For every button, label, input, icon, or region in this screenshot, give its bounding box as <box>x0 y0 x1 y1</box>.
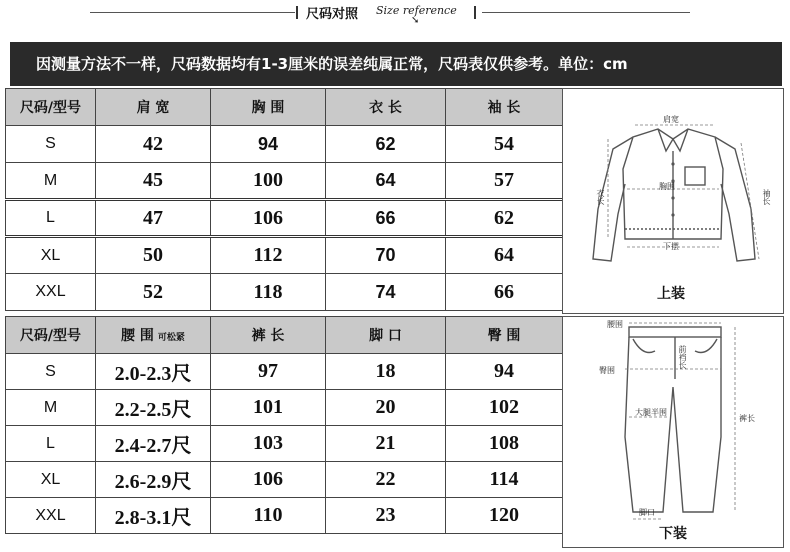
header-cell-pants-length: 裤 长 <box>211 317 326 354</box>
pants-length-cell: 106 <box>211 462 326 498</box>
shoulder-cell: 47 <box>96 200 211 237</box>
size-cell: XXL <box>6 498 96 534</box>
top-size-table <box>5 88 563 311</box>
sleeve-cell: 54 <box>446 126 563 163</box>
header-title-cn: 尺码对照 <box>306 7 359 22</box>
chest-cell: 100 <box>211 163 326 200</box>
header-cell-leg-opening: 脚 口 <box>326 317 446 354</box>
pants-drawing <box>563 317 785 549</box>
hip-cell: 120 <box>446 498 563 534</box>
size-cell: S <box>6 354 96 390</box>
hip-cell: 94 <box>446 354 563 390</box>
table-row <box>6 354 563 390</box>
table-row <box>6 462 563 498</box>
sleeve-label: 袖长 <box>762 189 771 205</box>
sleeve-cell: 64 <box>446 237 563 274</box>
header-tick-left <box>296 6 298 19</box>
size-cell: M <box>6 390 96 426</box>
length-label: 衣长 <box>596 189 605 205</box>
table-row <box>6 498 563 534</box>
size-cell: L <box>6 426 96 462</box>
pants-length-cell: 110 <box>211 498 326 534</box>
header-waist-label: 腰 围 <box>121 328 154 344</box>
header-title-en: Size reference <box>376 4 457 17</box>
header-cell-chest: 胸 围 <box>211 89 326 126</box>
header-cell-hip: 臀 围 <box>446 317 563 354</box>
leg-opening-cell: 18 <box>326 354 446 390</box>
front-rise-label: 前裆长 <box>678 345 687 369</box>
thigh-label: 大腿半围 <box>635 408 667 417</box>
sleeve-cell: 66 <box>446 274 563 311</box>
pants-length-cell: 97 <box>211 354 326 390</box>
size-cell: XL <box>6 462 96 498</box>
pants-length-cell: 101 <box>211 390 326 426</box>
shoulder-cell: 42 <box>96 126 211 163</box>
leg-opening-cell: 21 <box>326 426 446 462</box>
table-row <box>6 126 563 163</box>
table-header-row <box>6 317 563 354</box>
leg-opening-cell: 23 <box>326 498 446 534</box>
waist-note: 可松紧 <box>157 333 185 343</box>
length-cell: 64 <box>326 163 446 200</box>
chest-cell: 118 <box>211 274 326 311</box>
chest-cell: 94 <box>211 126 326 163</box>
chest-label: 胸围 <box>659 182 675 191</box>
header-cell-shoulder: 肩 宽 <box>96 89 211 126</box>
waist-label: 腰围 <box>607 320 623 329</box>
pants-illustration <box>562 316 784 548</box>
top-caption: 上装 <box>657 286 685 302</box>
notice-banner: 因测量方法不一样，尺码数据均有1-3厘米的误差纯属正常，尺码表仅供参考。单位：cm <box>10 42 782 86</box>
leg-opening-cell: 20 <box>326 390 446 426</box>
hip-cell: 114 <box>446 462 563 498</box>
table-row <box>6 237 563 274</box>
table-row <box>6 200 563 237</box>
shoulder-cell: 45 <box>96 163 211 200</box>
header-arrow-icon: ➘ <box>411 15 420 26</box>
pants-length-cell: 103 <box>211 426 326 462</box>
header-rule-right <box>482 12 690 13</box>
hip-label: 臀围 <box>599 366 615 375</box>
size-cell: S <box>6 126 96 163</box>
sleeve-cell: 62 <box>446 200 563 237</box>
hip-cell: 102 <box>446 390 563 426</box>
header-cell-length: 衣 长 <box>326 89 446 126</box>
table-row <box>6 390 563 426</box>
size-cell: XL <box>6 237 96 274</box>
length-cell: 74 <box>326 274 446 311</box>
header-cell-sleeve: 袖 长 <box>446 89 563 126</box>
size-cell: L <box>6 200 96 237</box>
header-tick-right <box>474 6 476 19</box>
waist-cell: 2.6-2.9尺 <box>96 462 211 498</box>
waist-cell: 2.0-2.3尺 <box>96 354 211 390</box>
table-row <box>6 426 563 462</box>
length-cell: 62 <box>326 126 446 163</box>
shoulder-cell: 52 <box>96 274 211 311</box>
header-rule-left <box>90 12 295 13</box>
table-row <box>6 163 563 200</box>
waist-cell: 2.8-3.1尺 <box>96 498 211 534</box>
table-row <box>6 274 563 311</box>
pants-length-label: 裤长 <box>739 414 755 423</box>
bottom-size-table <box>5 316 563 534</box>
shoulder-cell: 50 <box>96 237 211 274</box>
size-cell: M <box>6 163 96 200</box>
leg-opening-cell: 22 <box>326 462 446 498</box>
header-cell-size: 尺码/型号 <box>6 89 96 126</box>
header-cell-waist <box>96 317 211 354</box>
length-cell: 66 <box>326 200 446 237</box>
hip-cell: 108 <box>446 426 563 462</box>
hem-label: 下摆 <box>663 242 679 251</box>
table-header-row <box>6 89 563 126</box>
sleeve-cell: 57 <box>446 163 563 200</box>
shoulder-label: 肩宽 <box>663 115 679 124</box>
chest-cell: 106 <box>211 200 326 237</box>
page-header <box>0 0 790 34</box>
waist-cell: 2.4-2.7尺 <box>96 426 211 462</box>
chest-cell: 112 <box>211 237 326 274</box>
leg-opening-label: 脚口 <box>639 508 655 517</box>
length-cell: 70 <box>326 237 446 274</box>
shirt-illustration <box>562 88 784 314</box>
header-cell-size: 尺码/型号 <box>6 317 96 354</box>
size-cell: XXL <box>6 274 96 311</box>
bottom-caption: 下装 <box>659 526 687 542</box>
waist-cell: 2.2-2.5尺 <box>96 390 211 426</box>
